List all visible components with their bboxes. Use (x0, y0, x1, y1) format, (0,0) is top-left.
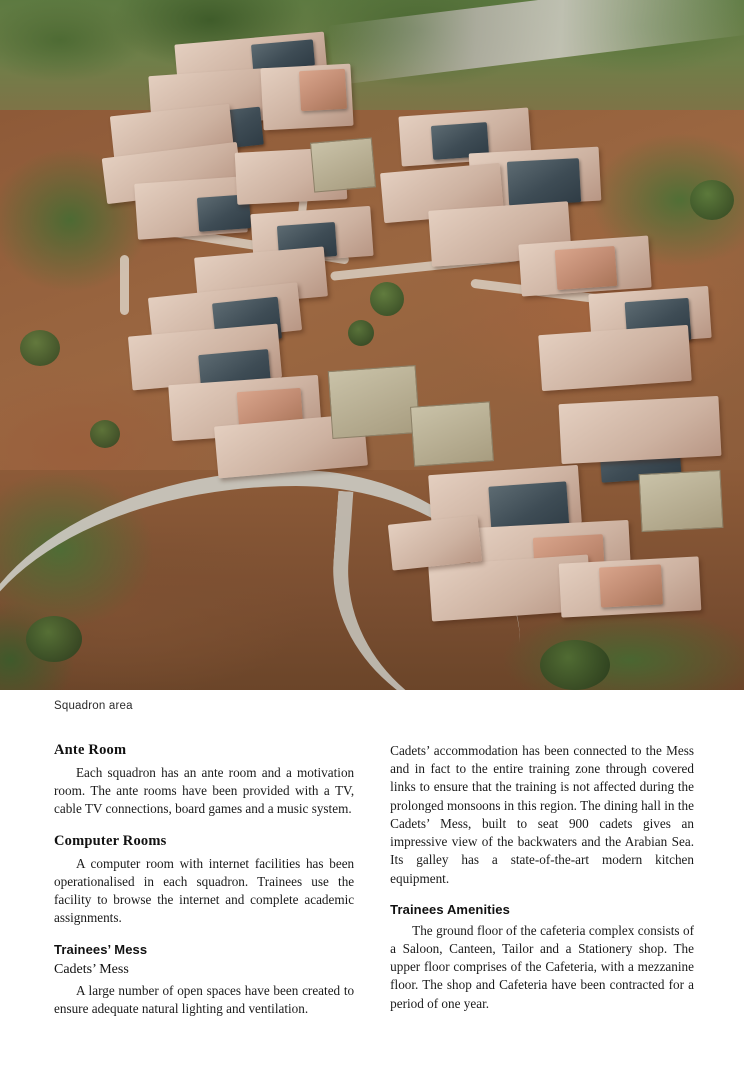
roof-tile (555, 246, 618, 290)
tree-canopy (690, 180, 734, 220)
article-body (54, 742, 694, 1032)
column-left (54, 742, 354, 1032)
subsection-heading-cadets-mess: Cadets’ Mess (54, 961, 129, 977)
section-heading-computer-rooms: Computer Rooms (54, 832, 167, 849)
roof-tile (599, 564, 663, 607)
section-heading-trainees-amenities: Trainees Amenities (390, 901, 510, 917)
tree-canopy (348, 320, 374, 346)
courtyard (328, 365, 421, 439)
column-right (390, 742, 694, 1032)
section-heading-trainees-mess: Trainees’ Mess (54, 941, 148, 957)
courtyard (410, 401, 494, 466)
building-block (538, 325, 692, 391)
building-block (559, 396, 722, 464)
courtyard (639, 470, 724, 532)
roof-tile (299, 69, 347, 111)
tree-canopy (26, 616, 82, 662)
tree-canopy (20, 330, 60, 366)
paragraph-cadets-accommodation: Cadets’ accommodation has been connected to the Mess and in fact to the entire training zone through covered links to ensure that the training is not affected during the prolonged monsoons in this region. The dining hall in the Cadets’ Mess, built to seat 900 cadets gives an impressive view of the backwaters and the Arabian Sea. Its galley has a state-of-the-art modern kitchen equipment. (390, 743, 694, 886)
paragraph-computer-rooms: A computer room with internet facilities has been operationalised in each squadron. Trainees use the facility to browse the internet and complete academic assignments. (54, 855, 355, 926)
courtyard (310, 137, 376, 192)
building-block (388, 515, 482, 570)
paragraph-trainees-amenities: The ground floor of the cafeteria complex consists of a Saloon, Canteen, Tailor and a Stationery shop. The upper floor comprises of the Cafeteria, with a mezzanine floor. The shop and Cafeteria have been contracted for a period of one year. (390, 922, 694, 1011)
tree-canopy (540, 640, 610, 690)
paragraph-cadets-mess: A large number of open spaces have been created to ensure adequate natural lighting and ventilation. (54, 982, 355, 1016)
section-heading-ante-room: Ante Room (54, 742, 127, 758)
tree-canopy (370, 282, 404, 316)
figure-caption: Squadron area (54, 700, 133, 712)
roof-slate (507, 158, 581, 206)
paragraph-ante-room: Each squadron has an ante room and a motivation room. The ante rooms have been provided with a TV, cable TV connections, board games and a music system. (54, 765, 355, 817)
covered-link-path-4 (120, 255, 129, 315)
tree-canopy (90, 420, 120, 448)
